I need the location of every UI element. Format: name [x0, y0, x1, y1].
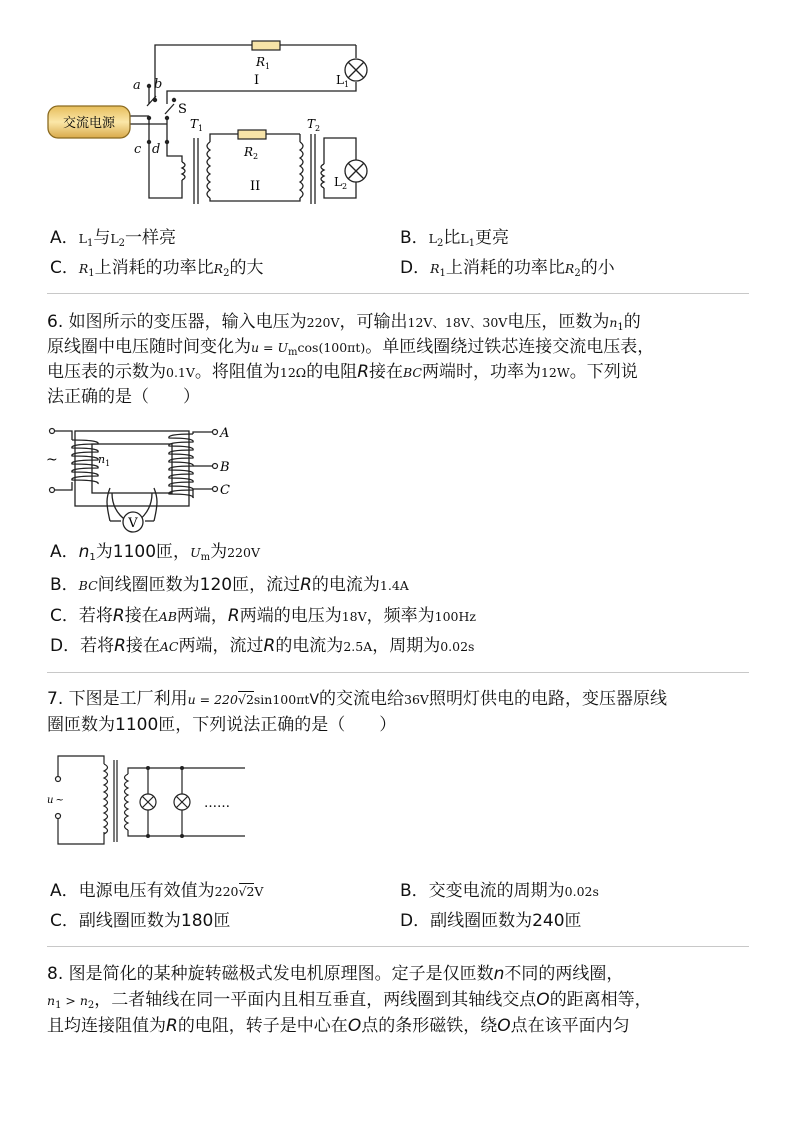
text: R — [263, 636, 276, 656]
subscript: 1 — [439, 268, 446, 279]
text: 原线圈中电压随时间变化为 — [47, 337, 251, 357]
text: AC — [159, 639, 179, 654]
q5-l2-lamp-icon — [345, 160, 367, 182]
text: 36V — [404, 692, 429, 707]
text: R — [78, 261, 89, 276]
text: 2 — [246, 884, 255, 899]
text: L — [460, 231, 469, 246]
text: 为 — [210, 542, 228, 562]
text: 0.02s — [564, 884, 599, 899]
subscript: 2 — [223, 268, 230, 279]
text: ，可输出 — [339, 312, 408, 332]
text: 的电阻 — [306, 362, 358, 382]
text: L — [110, 231, 119, 246]
text: 电压表的示数为 — [47, 362, 166, 382]
text: 两端时，功率为 — [421, 362, 541, 382]
q6-label-tilde: ~ — [46, 452, 58, 468]
text: 两端的电压为 — [239, 606, 342, 626]
text: 法正确的是（ ） — [47, 387, 200, 407]
text: ，频率为 — [366, 606, 435, 626]
q5-source-label: 交流电源 — [62, 116, 116, 131]
q5-label-a: a — [133, 78, 141, 93]
option-letter: A． — [50, 228, 79, 248]
q5-label-l1: $L_1$ — [336, 73, 350, 89]
q5-label-l2: $L_2$ — [334, 175, 348, 191]
text: 。单匝线圈绕过铁芯连接交流电压表， — [365, 337, 655, 357]
text: 的距离相等， — [549, 990, 652, 1010]
formula: u = U — [251, 340, 289, 355]
q5-r1-resistor — [252, 41, 280, 50]
text: R — [430, 261, 440, 276]
q5-label-d: d — [152, 142, 161, 157]
text: 8. 图是简化的某种旋转磁极式发电机原理图。定子是仅匝数 — [47, 964, 494, 984]
text: 电压，匝数为 — [507, 312, 610, 332]
text: n — [493, 964, 505, 984]
text: 0.1V — [166, 365, 195, 380]
q5-l1-lamp-icon — [345, 59, 367, 81]
text: R — [166, 1016, 178, 1036]
text: BC — [78, 578, 98, 593]
text: 为1100匝， — [95, 542, 191, 562]
q5-label-r2: $R_2$ — [244, 145, 259, 161]
text: 且均连接阻值为 — [47, 1016, 166, 1036]
q6-option-b[interactable] — [50, 573, 409, 598]
q5-r2-resistor — [238, 130, 266, 139]
q7-label-u: u ~ — [47, 795, 64, 806]
text: R — [564, 261, 575, 276]
text: V — [254, 884, 264, 899]
text: 若将 — [78, 606, 113, 626]
q7-option-d[interactable] — [400, 909, 582, 933]
divider — [47, 293, 749, 294]
text: 点在该平面内匀 — [510, 1016, 630, 1036]
q7-option-a[interactable] — [50, 879, 263, 904]
q5-option-c[interactable] — [50, 256, 263, 286]
option-letter: A． — [50, 881, 79, 901]
text: 的交流电给 — [319, 689, 405, 709]
text: 接在 — [124, 606, 159, 626]
text: 比 — [443, 228, 461, 248]
text: O — [347, 1016, 362, 1036]
q7-option-c[interactable] — [50, 909, 230, 933]
text: ，周期为 — [372, 636, 441, 656]
text: 两端，流过 — [178, 636, 264, 656]
text: 220V — [227, 545, 260, 560]
q6-stem-line-3 — [47, 359, 638, 386]
text: 照明灯供电的电路，变压器原线 — [428, 689, 667, 709]
q5-label-b: b — [154, 77, 163, 92]
text: L — [78, 231, 87, 246]
text: n — [609, 315, 618, 330]
formula: cos(100πt) — [297, 340, 366, 355]
text: V — [309, 692, 320, 708]
text: 副线圈匝数为180匝 — [78, 911, 231, 931]
text: 1.4A — [379, 578, 409, 593]
q5-label-t1: $T_1$ — [190, 117, 204, 133]
text: R — [114, 636, 126, 656]
text: 18V — [341, 609, 367, 624]
q5-label-r1: $R_1$ — [256, 55, 271, 71]
q6-option-c[interactable] — [50, 604, 476, 629]
formula: u = 220 — [187, 692, 238, 707]
q5-option-b[interactable] — [400, 226, 509, 256]
text: BC — [403, 365, 422, 380]
text: 2.5A — [343, 639, 373, 654]
text: 7. 下图是工厂利用 — [47, 689, 188, 709]
text: 220 — [214, 884, 239, 899]
option-letter: B． — [400, 881, 429, 901]
subscript: 1 — [89, 552, 96, 563]
sqrt-symbol: √2 — [237, 692, 254, 707]
text: 12Ω — [279, 365, 307, 380]
sqrt-symbol: √2 — [238, 884, 255, 899]
text: 上消耗的功率比 — [445, 258, 565, 278]
q5-label-switch: S — [178, 102, 187, 117]
formula: sin100πt — [253, 692, 310, 707]
subscript: 2 — [118, 238, 126, 249]
q7-lamp-1-icon — [140, 794, 156, 810]
text: 一样亮 — [125, 228, 177, 248]
q5-circuit-diagram — [44, 38, 384, 208]
q6-transformer-diagram — [40, 418, 250, 536]
text: 220V — [306, 315, 340, 330]
text: 上消耗的功率比 — [94, 258, 214, 278]
q6-option-a[interactable] — [50, 540, 260, 570]
text: > n — [61, 993, 88, 1008]
text: 圈匝数为1100匝，下列说法正确的是（ ） — [47, 715, 397, 735]
text: n — [78, 542, 90, 562]
option-letter: D． — [50, 636, 81, 656]
option-letter: B． — [50, 575, 79, 595]
q5-label-loop1: I — [254, 73, 260, 88]
text: 。将阻值为 — [194, 362, 280, 382]
text: R — [300, 575, 312, 595]
subscript: 2 — [574, 268, 581, 279]
text: AB — [158, 609, 177, 624]
subscript: m — [200, 552, 211, 563]
text: 0.02s — [440, 639, 475, 654]
text: 点的条形磁铁，绕 — [361, 1016, 498, 1036]
q7-circuit-diagram — [44, 752, 250, 852]
text: 6. 如图所示的变压器，输入电压为 — [47, 312, 307, 332]
q7-option-b[interactable] — [400, 879, 599, 904]
text: 的电流为 — [275, 636, 344, 656]
subscript: 2 — [87, 1000, 95, 1011]
option-letter: C． — [50, 911, 79, 931]
q6-stem-line-4 — [47, 384, 200, 410]
option-letter: D． — [400, 258, 431, 278]
subscript: 1 — [55, 1000, 62, 1011]
text: ，二者轴线在同一平面内且相互垂直，两线圈到其轴线交点 — [94, 990, 537, 1010]
text: 12V、18V、30V — [407, 315, 508, 330]
q6-option-d[interactable] — [50, 634, 474, 659]
text: 间线圈匝数为120匝，流过 — [97, 575, 301, 595]
text: 两端， — [176, 606, 228, 626]
text: 接在 — [369, 362, 403, 382]
subscript: m — [288, 347, 298, 358]
svg-text:V: V — [128, 516, 138, 531]
option-letter: C． — [50, 258, 79, 278]
q6-label-c: C — [220, 483, 230, 498]
text: R — [227, 606, 240, 626]
q7-label-dots: …… — [204, 796, 230, 811]
q8-stem-line-3 — [47, 1013, 630, 1039]
text: 副线圈匝数为240匝 — [430, 911, 582, 931]
subscript: 1 — [88, 268, 95, 279]
q7-stem-line-2 — [47, 712, 396, 738]
q6-voltmeter-icon — [123, 512, 143, 532]
text: O — [536, 990, 550, 1010]
text: 与 — [93, 228, 111, 248]
option-letter: D． — [400, 911, 431, 931]
q6-label-a: A — [220, 426, 230, 441]
text: 电源电压有效值为 — [78, 881, 215, 901]
subscript: 1 — [617, 322, 624, 333]
q5-label-t2: $T_2$ — [307, 117, 321, 133]
text: 2 — [245, 692, 254, 707]
text: L — [428, 231, 437, 246]
q5-option-a[interactable] — [50, 226, 176, 256]
text: 的大 — [229, 258, 264, 278]
text: 交变电流的周期为 — [428, 881, 565, 901]
text: 不同的两线圈， — [504, 964, 624, 984]
text: 12W — [540, 365, 570, 380]
text: R — [213, 261, 224, 276]
text: 更亮 — [475, 228, 510, 248]
q7-lamp-2-icon — [174, 794, 190, 810]
text: R — [357, 362, 369, 382]
q6-label-b: B — [220, 460, 230, 475]
option-letter: C． — [50, 606, 79, 626]
q7-stem-line-1 — [47, 686, 667, 713]
subscript: 2 — [436, 238, 444, 249]
text: 的 — [623, 312, 641, 332]
q6-label-n1: $n_1$ — [98, 453, 111, 468]
q5-option-d[interactable] — [400, 256, 615, 286]
q5-label-loop2: II — [250, 179, 261, 194]
text: O — [497, 1016, 511, 1036]
text: 。下列说 — [569, 362, 638, 382]
text: 的电流为 — [311, 575, 380, 595]
text: R — [112, 606, 125, 626]
q8-stem-line-1 — [47, 961, 623, 987]
subscript: 1 — [86, 238, 94, 249]
option-letter: A． — [50, 542, 79, 562]
text: 的小 — [580, 258, 615, 278]
q5-label-c: c — [134, 142, 142, 157]
text: 接在 — [125, 636, 160, 656]
text: 的电阻，转子是中心在 — [177, 1016, 348, 1036]
text: U — [190, 545, 201, 560]
divider — [47, 946, 749, 947]
text: n — [47, 993, 56, 1008]
subscript: 1 — [468, 238, 476, 249]
divider — [47, 672, 749, 673]
option-letter: B． — [400, 228, 429, 248]
text: 若将 — [80, 636, 115, 656]
text: 100Hz — [434, 609, 477, 624]
